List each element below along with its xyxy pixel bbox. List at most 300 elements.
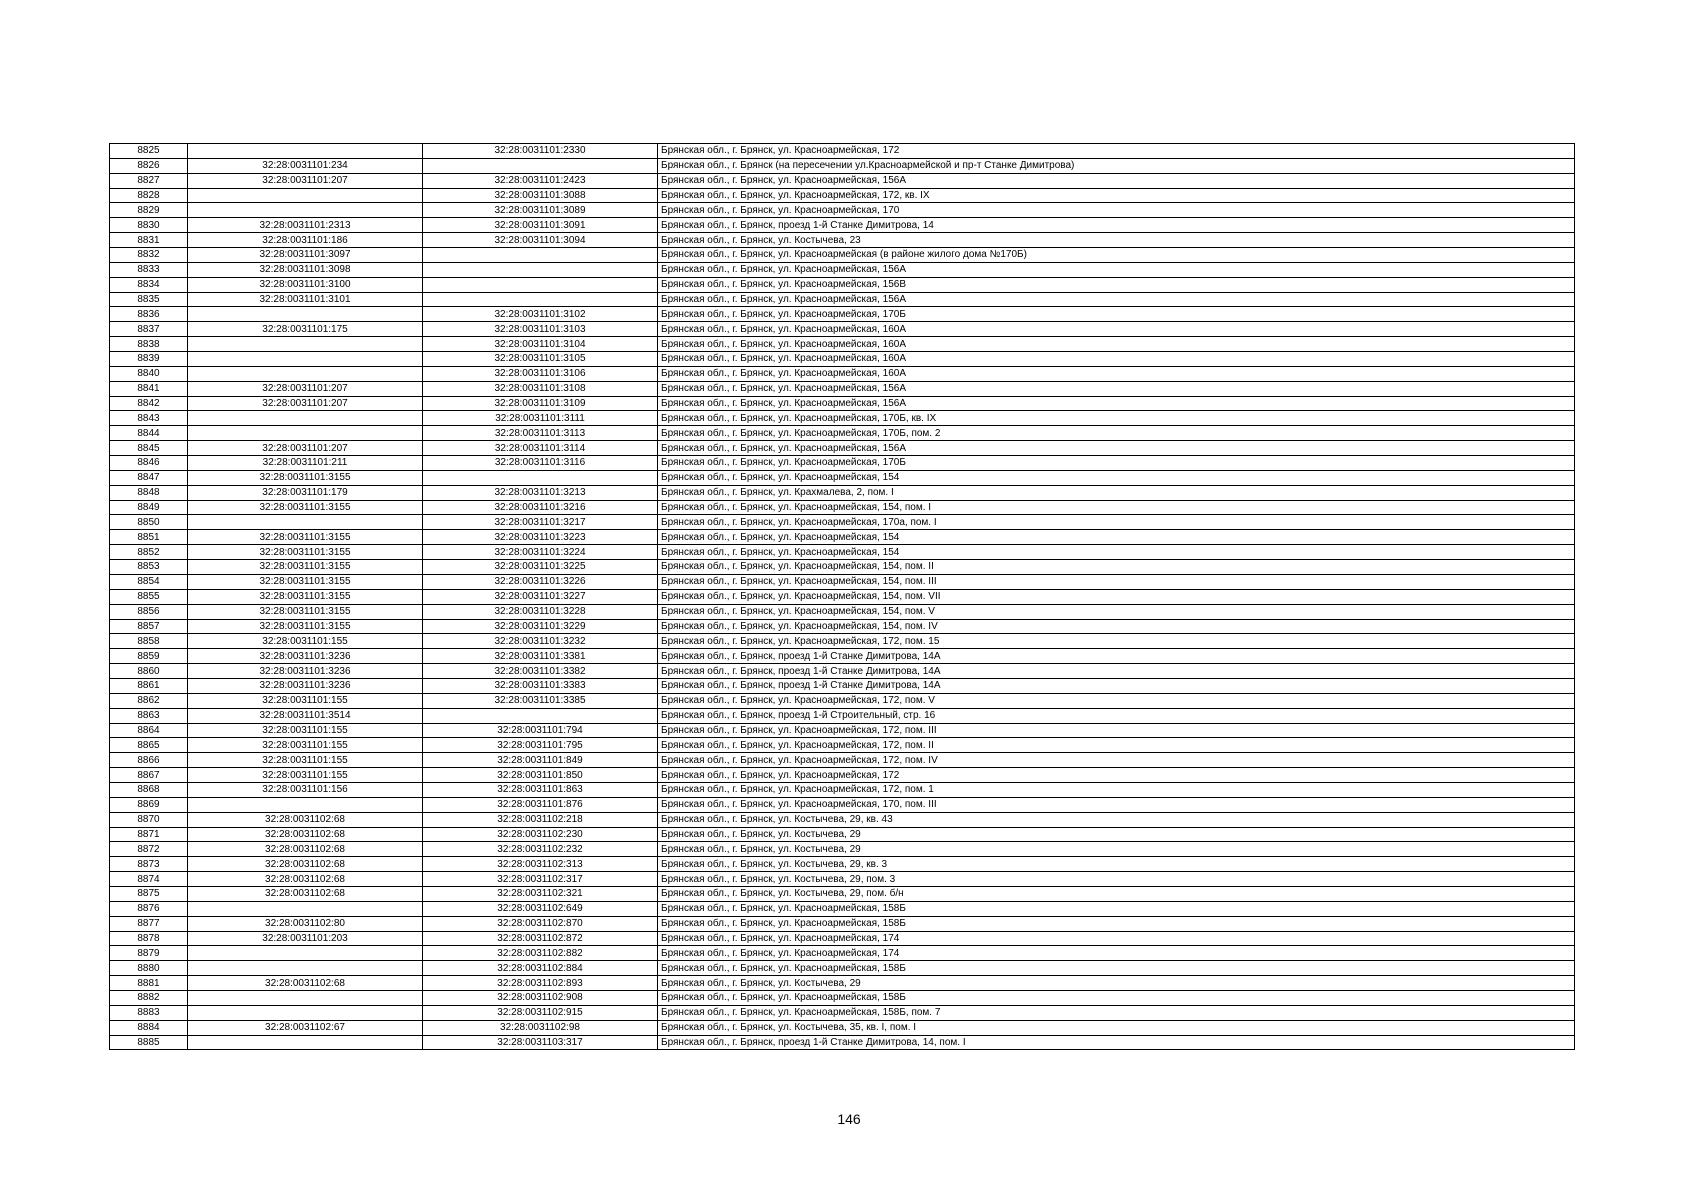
row-number-cell: 8848 [110, 485, 188, 500]
address-cell: Брянская обл., г. Брянск, ул. Костычева, 29 [658, 827, 1575, 842]
object-number-cell [423, 292, 658, 307]
table-row [110, 976, 1575, 991]
address-cell: Брянская обл., г. Брянск, ул. Красноармейская, 160А [658, 337, 1575, 352]
object-number-cell: 32:28:0031102:893 [423, 976, 658, 991]
object-number-cell: 32:28:0031101:3385 [423, 693, 658, 708]
row-number-cell: 8881 [110, 976, 188, 991]
object-number-cell: 32:28:0031101:3224 [423, 545, 658, 560]
address-cell: Брянская обл., г. Брянск, ул. Красноармейская, 170Б, пом. 2 [658, 426, 1575, 441]
parcel-number-cell: 32:28:0031101:203 [188, 931, 423, 946]
table-row [110, 560, 1575, 575]
row-number-cell: 8842 [110, 396, 188, 411]
address-cell: Брянская обл., г. Брянск, ул. Красноармейская, 172, пом. II [658, 738, 1575, 753]
table-row [110, 1005, 1575, 1020]
address-cell: Брянская обл., г. Брянск, ул. Красноармейская, 172 [658, 768, 1575, 783]
object-number-cell: 32:28:0031101:3109 [423, 396, 658, 411]
parcel-number-cell [188, 337, 423, 352]
parcel-number-cell: 32:28:0031101:207 [188, 381, 423, 396]
row-number-cell: 8858 [110, 634, 188, 649]
row-number-cell: 8833 [110, 262, 188, 277]
parcel-number-cell [188, 352, 423, 367]
object-number-cell: 32:28:0031101:3383 [423, 678, 658, 693]
registry-table-body [110, 144, 1575, 1050]
address-cell: Брянская обл., г. Брянск, ул. Красноармейская, 174 [658, 931, 1575, 946]
row-number-cell: 8826 [110, 158, 188, 173]
row-number-cell: 8827 [110, 173, 188, 188]
table-row [110, 604, 1575, 619]
table-row [110, 708, 1575, 723]
row-number-cell: 8870 [110, 812, 188, 827]
object-number-cell: 32:28:0031101:3111 [423, 411, 658, 426]
object-number-cell: 32:28:0031101:3216 [423, 500, 658, 515]
table-row [110, 530, 1575, 545]
row-number-cell: 8845 [110, 441, 188, 456]
row-number-cell: 8847 [110, 470, 188, 485]
parcel-number-cell: 32:28:0031101:3155 [188, 545, 423, 560]
address-cell: Брянская обл., г. Брянск, ул. Костычева, 35, кв. I, пом. I [658, 1020, 1575, 1035]
table-row [110, 634, 1575, 649]
object-number-cell: 32:28:0031101:795 [423, 738, 658, 753]
table-row [110, 797, 1575, 812]
table-row [110, 842, 1575, 857]
table-row [110, 990, 1575, 1005]
address-cell: Брянская обл., г. Брянск, проезд 1-й Станке Димитрова, 14, пом. I [658, 1035, 1575, 1050]
address-cell: Брянская обл., г. Брянск, ул. Красноармейская, 170Б [658, 307, 1575, 322]
table-row [110, 352, 1575, 367]
row-number-cell: 8840 [110, 366, 188, 381]
parcel-number-cell [188, 515, 423, 530]
object-number-cell: 32:28:0031101:3105 [423, 352, 658, 367]
table-row [110, 262, 1575, 277]
table-row [110, 1035, 1575, 1050]
row-number-cell: 8883 [110, 1005, 188, 1020]
parcel-number-cell: 32:28:0031101:211 [188, 456, 423, 471]
parcel-number-cell [188, 990, 423, 1005]
object-number-cell: 32:28:0031101:3113 [423, 426, 658, 441]
object-number-cell: 32:28:0031102:884 [423, 961, 658, 976]
row-number-cell: 8874 [110, 872, 188, 887]
object-number-cell: 32:28:0031101:2330 [423, 144, 658, 159]
table-row [110, 872, 1575, 887]
table-row [110, 1020, 1575, 1035]
table-row [110, 961, 1575, 976]
object-number-cell: 32:28:0031102:317 [423, 872, 658, 887]
address-cell: Брянская обл., г. Брянск, ул. Красноармейская, 154, пом. I [658, 500, 1575, 515]
object-number-cell: 32:28:0031101:3213 [423, 485, 658, 500]
object-number-cell: 32:28:0031102:882 [423, 946, 658, 961]
table-row [110, 574, 1575, 589]
address-cell: Брянская обл., г. Брянск, ул. Красноармейская, 158Б [658, 990, 1575, 1005]
parcel-number-cell: 32:28:0031101:155 [188, 738, 423, 753]
address-cell: Брянская обл., г. Брянск, ул. Костычева, 29 [658, 976, 1575, 991]
table-row [110, 366, 1575, 381]
object-number-cell: 32:28:0031101:3114 [423, 441, 658, 456]
table-row [110, 307, 1575, 322]
object-number-cell: 32:28:0031101:3232 [423, 634, 658, 649]
table-row [110, 322, 1575, 337]
parcel-number-cell: 32:28:0031102:68 [188, 872, 423, 887]
parcel-number-cell: 32:28:0031101:155 [188, 768, 423, 783]
address-cell: Брянская обл., г. Брянск, ул. Красноармейская, 154 [658, 470, 1575, 485]
row-number-cell: 8869 [110, 797, 188, 812]
object-number-cell: 32:28:0031101:3229 [423, 619, 658, 634]
parcel-number-cell [188, 188, 423, 203]
parcel-number-cell: 32:28:0031101:155 [188, 634, 423, 649]
row-number-cell: 8844 [110, 426, 188, 441]
object-number-cell: 32:28:0031103:317 [423, 1035, 658, 1050]
parcel-number-cell: 32:28:0031102:68 [188, 827, 423, 842]
address-cell: Брянская обл., г. Брянск, ул. Красноармейская, 158Б [658, 916, 1575, 931]
address-cell: Брянская обл., г. Брянск, проезд 1-й Станке Димитрова, 14А [658, 678, 1575, 693]
address-cell: Брянская обл., г. Брянск, ул. Красноармейская, 160А [658, 366, 1575, 381]
address-cell: Брянская обл., г. Брянск, ул. Крахмалева, 2, пом. I [658, 485, 1575, 500]
parcel-number-cell: 32:28:0031102:68 [188, 842, 423, 857]
object-number-cell: 32:28:0031102:649 [423, 901, 658, 916]
table-row [110, 619, 1575, 634]
object-number-cell: 32:28:0031101:3225 [423, 560, 658, 575]
address-cell: Брянская обл., г. Брянск, ул. Красноармейская, 158Б [658, 901, 1575, 916]
table-row [110, 173, 1575, 188]
address-cell: Брянская обл., г. Брянск, ул. Красноармейская, 172, пом. V [658, 693, 1575, 708]
row-number-cell: 8864 [110, 723, 188, 738]
address-cell: Брянская обл., г. Брянск, ул. Красноармейская, 170, пом. III [658, 797, 1575, 812]
row-number-cell: 8851 [110, 530, 188, 545]
row-number-cell: 8877 [110, 916, 188, 931]
row-number-cell: 8832 [110, 248, 188, 263]
address-cell: Брянская обл., г. Брянск, ул. Красноармейская, 158Б, пом. 7 [658, 1005, 1575, 1020]
object-number-cell: 32:28:0031101:2423 [423, 173, 658, 188]
row-number-cell: 8841 [110, 381, 188, 396]
parcel-number-cell [188, 797, 423, 812]
row-number-cell: 8825 [110, 144, 188, 159]
object-number-cell [423, 277, 658, 292]
table-row [110, 188, 1575, 203]
object-number-cell: 32:28:0031101:3106 [423, 366, 658, 381]
parcel-number-cell [188, 307, 423, 322]
table-row [110, 396, 1575, 411]
parcel-number-cell: 32:28:0031101:3098 [188, 262, 423, 277]
object-number-cell [423, 262, 658, 277]
parcel-number-cell: 32:28:0031101:3155 [188, 589, 423, 604]
registry-table [109, 143, 1575, 1050]
address-cell: Брянская обл., г. Брянск, ул. Красноармейская, 170Б [658, 456, 1575, 471]
row-number-cell: 8861 [110, 678, 188, 693]
table-row [110, 158, 1575, 173]
object-number-cell: 32:28:0031101:3382 [423, 664, 658, 679]
parcel-number-cell: 32:28:0031102:68 [188, 976, 423, 991]
parcel-number-cell: 32:28:0031101:2313 [188, 218, 423, 233]
table-row [110, 901, 1575, 916]
row-number-cell: 8859 [110, 649, 188, 664]
address-cell: Брянская обл., г. Брянск, ул. Костычева, 29, пом. б/н [658, 886, 1575, 901]
table-row [110, 738, 1575, 753]
table-row [110, 292, 1575, 307]
parcel-number-cell: 32:28:0031101:3155 [188, 470, 423, 485]
address-cell: Брянская обл., г. Брянск (на пересечении ул.Красноармейской и пр-т Станке Димитрова) [658, 158, 1575, 173]
table-row [110, 886, 1575, 901]
address-cell: Брянская обл., г. Брянск, ул. Красноармейская, 156А [658, 441, 1575, 456]
table-row [110, 485, 1575, 500]
object-number-cell: 32:28:0031101:794 [423, 723, 658, 738]
parcel-number-cell: 32:28:0031102:68 [188, 857, 423, 872]
parcel-number-cell: 32:28:0031101:3236 [188, 664, 423, 679]
table-row [110, 426, 1575, 441]
parcel-number-cell: 32:28:0031101:175 [188, 322, 423, 337]
table-row [110, 337, 1575, 352]
table-row [110, 545, 1575, 560]
object-number-cell: 32:28:0031102:872 [423, 931, 658, 946]
row-number-cell: 8829 [110, 203, 188, 218]
object-number-cell [423, 158, 658, 173]
table-row [110, 946, 1575, 961]
object-number-cell: 32:28:0031101:3223 [423, 530, 658, 545]
parcel-number-cell: 32:28:0031101:186 [188, 233, 423, 248]
address-cell: Брянская обл., г. Брянск, ул. Красноармейская, 172, пом. 1 [658, 782, 1575, 797]
parcel-number-cell [188, 901, 423, 916]
row-number-cell: 8839 [110, 352, 188, 367]
object-number-cell: 32:28:0031101:3102 [423, 307, 658, 322]
row-number-cell: 8835 [110, 292, 188, 307]
table-row [110, 233, 1575, 248]
parcel-number-cell [188, 426, 423, 441]
table-row [110, 470, 1575, 485]
row-number-cell: 8834 [110, 277, 188, 292]
parcel-number-cell: 32:28:0031101:179 [188, 485, 423, 500]
parcel-number-cell [188, 946, 423, 961]
row-number-cell: 8882 [110, 990, 188, 1005]
address-cell: Брянская обл., г. Брянск, ул. Костычева, 29, кв. 43 [658, 812, 1575, 827]
table-row [110, 916, 1575, 931]
table-row [110, 411, 1575, 426]
parcel-number-cell: 32:28:0031101:207 [188, 441, 423, 456]
row-number-cell: 8880 [110, 961, 188, 976]
address-cell: Брянская обл., г. Брянск, проезд 1-й Станке Димитрова, 14А [658, 664, 1575, 679]
row-number-cell: 8850 [110, 515, 188, 530]
parcel-number-cell: 32:28:0031101:207 [188, 396, 423, 411]
address-cell: Брянская обл., г. Брянск, ул. Красноармейская, 172, пом. III [658, 723, 1575, 738]
table-row [110, 218, 1575, 233]
row-number-cell: 8873 [110, 857, 188, 872]
object-number-cell: 32:28:0031101:3108 [423, 381, 658, 396]
parcel-number-cell: 32:28:0031101:3097 [188, 248, 423, 263]
row-number-cell: 8837 [110, 322, 188, 337]
table-row [110, 678, 1575, 693]
table-row [110, 441, 1575, 456]
address-cell: Брянская обл., г. Брянск, ул. Красноармейская, 172 [658, 144, 1575, 159]
page-number: 146 [837, 1111, 861, 1127]
row-number-cell: 8868 [110, 782, 188, 797]
address-cell: Брянская обл., г. Брянск, ул. Костычева, 29, пом. 3 [658, 872, 1575, 887]
parcel-number-cell: 32:28:0031102:68 [188, 812, 423, 827]
parcel-number-cell: 32:28:0031101:3514 [188, 708, 423, 723]
object-number-cell: 32:28:0031101:3088 [423, 188, 658, 203]
parcel-number-cell: 32:28:0031102:80 [188, 916, 423, 931]
address-cell: Брянская обл., г. Брянск, ул. Красноармейская, 170 [658, 203, 1575, 218]
object-number-cell: 32:28:0031101:3226 [423, 574, 658, 589]
address-cell: Брянская обл., г. Брянск, ул. Красноармейская (в районе жилого дома №170Б) [658, 248, 1575, 263]
row-number-cell: 8855 [110, 589, 188, 604]
address-cell: Брянская обл., г. Брянск, ул. Красноармейская, 156А [658, 262, 1575, 277]
address-cell: Брянская обл., г. Брянск, ул. Красноармейская, 172, пом. 15 [658, 634, 1575, 649]
address-cell: Брянская обл., г. Брянск, ул. Красноармейская, 174 [658, 946, 1575, 961]
table-row [110, 456, 1575, 471]
parcel-number-cell: 32:28:0031101:3155 [188, 574, 423, 589]
object-number-cell: 32:28:0031101:3228 [423, 604, 658, 619]
address-cell: Брянская обл., г. Брянск, ул. Красноармейская, 154, пом. V [658, 604, 1575, 619]
parcel-number-cell: 32:28:0031102:67 [188, 1020, 423, 1035]
table-row [110, 753, 1575, 768]
row-number-cell: 8843 [110, 411, 188, 426]
address-cell: Брянская обл., г. Брянск, ул. Красноармейская, 154, пом. III [658, 574, 1575, 589]
row-number-cell: 8831 [110, 233, 188, 248]
row-number-cell: 8852 [110, 545, 188, 560]
address-cell: Брянская обл., г. Брянск, ул. Красноармейская, 160А [658, 352, 1575, 367]
row-number-cell: 8871 [110, 827, 188, 842]
row-number-cell: 8875 [110, 886, 188, 901]
object-number-cell: 32:28:0031101:3116 [423, 456, 658, 471]
object-number-cell: 32:28:0031102:321 [423, 886, 658, 901]
address-cell: Брянская обл., г. Брянск, ул. Костычева, 29 [658, 842, 1575, 857]
parcel-number-cell: 32:28:0031101:156 [188, 782, 423, 797]
row-number-cell: 8838 [110, 337, 188, 352]
table-row [110, 381, 1575, 396]
object-number-cell: 32:28:0031101:863 [423, 782, 658, 797]
address-cell: Брянская обл., г. Брянск, ул. Красноармейская, 156В [658, 277, 1575, 292]
table-row [110, 515, 1575, 530]
parcel-number-cell: 32:28:0031101:207 [188, 173, 423, 188]
parcel-number-cell [188, 203, 423, 218]
parcel-number-cell: 32:28:0031101:155 [188, 723, 423, 738]
table-row [110, 782, 1575, 797]
object-number-cell: 32:28:0031101:876 [423, 797, 658, 812]
object-number-cell: 32:28:0031102:218 [423, 812, 658, 827]
row-number-cell: 8846 [110, 456, 188, 471]
parcel-number-cell: 32:28:0031101:155 [188, 753, 423, 768]
row-number-cell: 8865 [110, 738, 188, 753]
row-number-cell: 8856 [110, 604, 188, 619]
parcel-number-cell: 32:28:0031101:3155 [188, 619, 423, 634]
parcel-number-cell [188, 961, 423, 976]
object-number-cell: 32:28:0031101:3091 [423, 218, 658, 233]
table-row [110, 812, 1575, 827]
object-number-cell: 32:28:0031101:3227 [423, 589, 658, 604]
row-number-cell: 8849 [110, 500, 188, 515]
table-row [110, 500, 1575, 515]
object-number-cell: 32:28:0031101:3381 [423, 649, 658, 664]
parcel-number-cell: 32:28:0031101:3100 [188, 277, 423, 292]
table-row [110, 931, 1575, 946]
table-row [110, 203, 1575, 218]
address-cell: Брянская обл., г. Брянск, ул. Костычева, 29, кв. 3 [658, 857, 1575, 872]
parcel-number-cell: 32:28:0031102:68 [188, 886, 423, 901]
object-number-cell [423, 470, 658, 485]
parcel-number-cell: 32:28:0031101:3101 [188, 292, 423, 307]
object-number-cell: 32:28:0031102:313 [423, 857, 658, 872]
table-row [110, 768, 1575, 783]
address-cell: Брянская обл., г. Брянск, проезд 1-й Станке Димитрова, 14А [658, 649, 1575, 664]
parcel-number-cell: 32:28:0031101:3155 [188, 530, 423, 545]
parcel-number-cell [188, 1035, 423, 1050]
table-row [110, 248, 1575, 263]
address-cell: Брянская обл., г. Брянск, ул. Красноармейская, 156А [658, 381, 1575, 396]
parcel-number-cell: 32:28:0031101:155 [188, 693, 423, 708]
object-number-cell: 32:28:0031102:915 [423, 1005, 658, 1020]
table-row [110, 649, 1575, 664]
row-number-cell: 8857 [110, 619, 188, 634]
parcel-number-cell: 32:28:0031101:3236 [188, 678, 423, 693]
object-number-cell [423, 248, 658, 263]
row-number-cell: 8867 [110, 768, 188, 783]
row-number-cell: 8853 [110, 560, 188, 575]
table-row [110, 589, 1575, 604]
address-cell: Брянская обл., г. Брянск, ул. Красноармейская, 172, пом. IV [658, 753, 1575, 768]
table-row [110, 723, 1575, 738]
parcel-number-cell [188, 1005, 423, 1020]
object-number-cell: 32:28:0031102:908 [423, 990, 658, 1005]
address-cell: Брянская обл., г. Брянск, ул. Красноармейская, 158Б [658, 961, 1575, 976]
address-cell: Брянская обл., г. Брянск, ул. Красноармейская, 172, кв. IX [658, 188, 1575, 203]
parcel-number-cell: 32:28:0031101:234 [188, 158, 423, 173]
object-number-cell: 32:28:0031101:850 [423, 768, 658, 783]
row-number-cell: 8879 [110, 946, 188, 961]
table-row [110, 664, 1575, 679]
address-cell: Брянская обл., г. Брянск, ул. Красноармейская, 154 [658, 530, 1575, 545]
object-number-cell: 32:28:0031101:849 [423, 753, 658, 768]
row-number-cell: 8830 [110, 218, 188, 233]
row-number-cell: 8862 [110, 693, 188, 708]
parcel-number-cell: 32:28:0031101:3236 [188, 649, 423, 664]
parcel-number-cell: 32:28:0031101:3155 [188, 560, 423, 575]
object-number-cell: 32:28:0031102:232 [423, 842, 658, 857]
table-row [110, 277, 1575, 292]
address-cell: Брянская обл., г. Брянск, проезд 1-й Строительный, стр. 16 [658, 708, 1575, 723]
row-number-cell: 8836 [110, 307, 188, 322]
object-number-cell: 32:28:0031102:98 [423, 1020, 658, 1035]
address-cell: Брянская обл., г. Брянск, ул. Красноармейская, 154, пом. VII [658, 589, 1575, 604]
row-number-cell: 8860 [110, 664, 188, 679]
object-number-cell: 32:28:0031101:3089 [423, 203, 658, 218]
parcel-number-cell [188, 144, 423, 159]
table-row [110, 693, 1575, 708]
object-number-cell [423, 708, 658, 723]
address-cell: Брянская обл., г. Брянск, ул. Красноармейская, 156А [658, 173, 1575, 188]
row-number-cell: 8828 [110, 188, 188, 203]
object-number-cell: 32:28:0031101:3217 [423, 515, 658, 530]
row-number-cell: 8878 [110, 931, 188, 946]
address-cell: Брянская обл., г. Брянск, проезд 1-й Станке Димитрова, 14 [658, 218, 1575, 233]
address-cell: Брянская обл., г. Брянск, ул. Красноармейская, 160А [658, 322, 1575, 337]
address-cell: Брянская обл., г. Брянск, ул. Красноармейская, 154, пом. IV [658, 619, 1575, 634]
parcel-number-cell [188, 411, 423, 426]
row-number-cell: 8872 [110, 842, 188, 857]
parcel-number-cell: 32:28:0031101:3155 [188, 604, 423, 619]
row-number-cell: 8854 [110, 574, 188, 589]
parcel-number-cell [188, 366, 423, 381]
address-cell: Брянская обл., г. Брянск, ул. Костычева, 23 [658, 233, 1575, 248]
object-number-cell: 32:28:0031102:230 [423, 827, 658, 842]
object-number-cell: 32:28:0031102:870 [423, 916, 658, 931]
row-number-cell: 8876 [110, 901, 188, 916]
parcel-number-cell: 32:28:0031101:3155 [188, 500, 423, 515]
table-row [110, 857, 1575, 872]
table-row [110, 144, 1575, 159]
row-number-cell: 8885 [110, 1035, 188, 1050]
row-number-cell: 8863 [110, 708, 188, 723]
object-number-cell: 32:28:0031101:3104 [423, 337, 658, 352]
row-number-cell: 8884 [110, 1020, 188, 1035]
object-number-cell: 32:28:0031101:3094 [423, 233, 658, 248]
address-cell: Брянская обл., г. Брянск, ул. Красноармейская, 170Б, кв. IX [658, 411, 1575, 426]
